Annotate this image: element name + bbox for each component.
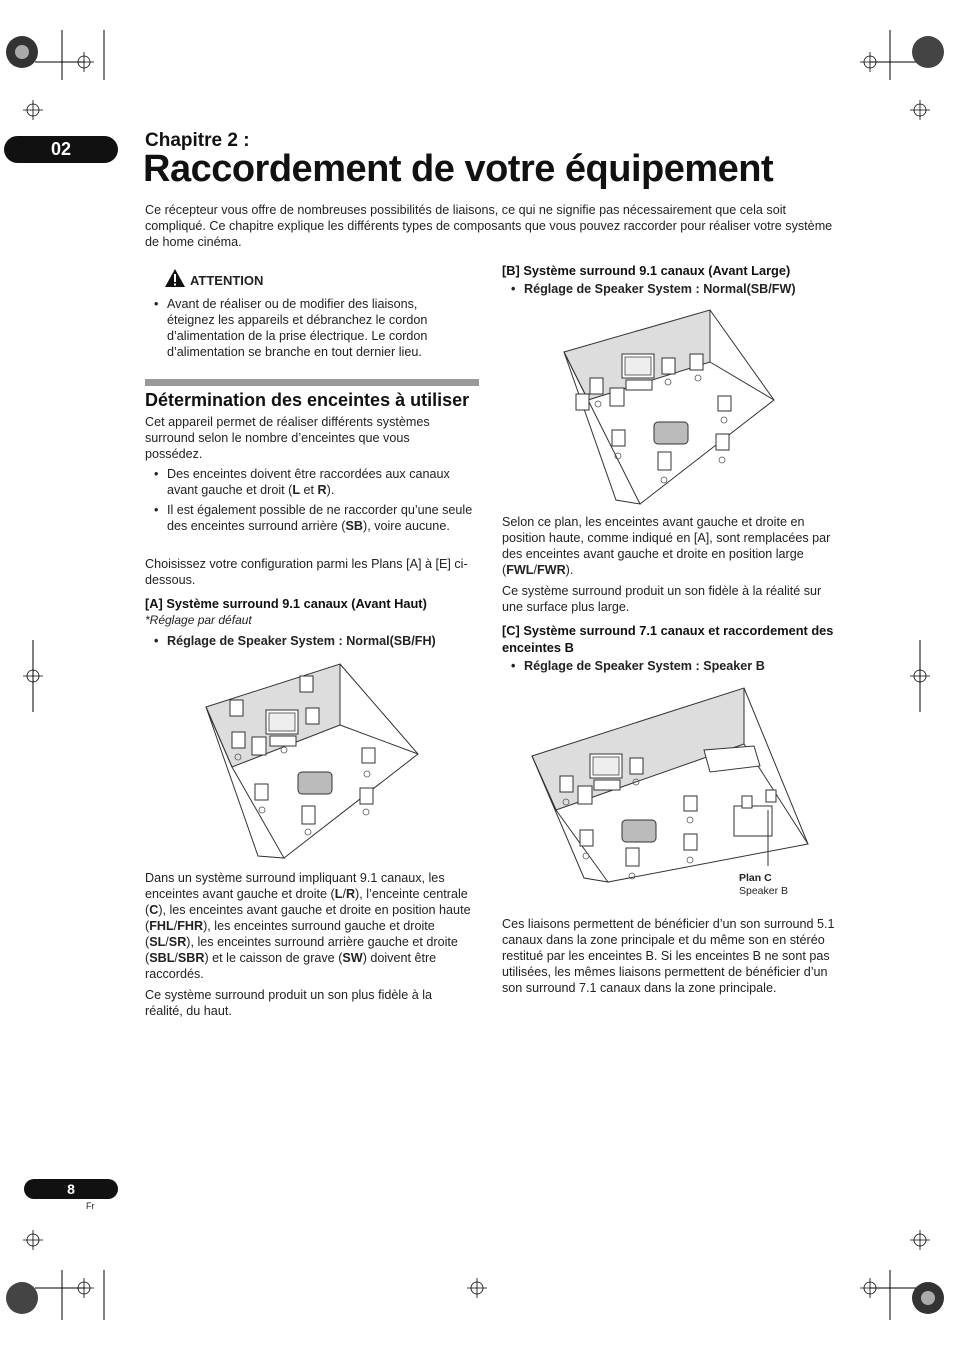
- plan-b-description: Selon ce plan, les enceintes avant gauche et droite en position haute, comme indiqué en [A], sont remplacées par des enceintes avant gauche et droite en position large (FWL/FWR).: [502, 515, 831, 577]
- plan-a-description: Dans un système surround impliquant 9.1 canaux, les enceintes avant gauche et droite (L/R), l’enceinte centrale (C), les enceintes avant gauche et droite en position haute (FHL/FHR), les enceintes surround gauche et droite (SL/SR), les enceintes surround arrière gauche et droite (SBL/SBR) et le caisson de grave (SW) doivent être raccordés.: [145, 871, 471, 981]
- plan-b-room-diagram: [560, 308, 776, 506]
- language-code: Fr: [86, 1201, 95, 1211]
- attention-label: ATTENTION: [190, 273, 264, 288]
- section-rule: [145, 379, 479, 386]
- plan-c-setting-list: [502, 658, 842, 678]
- bullet-surround-back: • Il est également possible de ne raccorder qu’une seule des enceintes surround arrière (SB), voire aucune.: [145, 502, 475, 534]
- chapter-label: Chapitre 2 :: [145, 130, 250, 151]
- plan-c-description: Ces liaisons permettent de bénéficier d’un son surround 5.1 canaux dans la zone principale et du même son en stéréo restitué par les enceintes B. Si les enceintes B ne sont pas utilisées, les mêmes liaisons permettent de bénéficier d’un son surround 7.1 canaux dans la zone principale.: [502, 917, 835, 995]
- page-number: 8: [24, 1179, 118, 1199]
- choose-config: Choisissez votre configuration parmi les Plans [A] à [E] ci-dessous.: [145, 557, 468, 587]
- plan-c-heading: [C] Système surround 7.1 canaux et raccordement des enceintes B: [502, 623, 834, 655]
- plan-c-setting: • Réglage de Speaker System : Speaker B: [502, 658, 842, 674]
- plan-a-default-note: *Réglage par défaut: [145, 613, 252, 627]
- plan-b-setting: • Réglage de Speaker System : Normal(SB/FW): [502, 281, 842, 297]
- attention-list: [145, 296, 460, 364]
- page-title: Raccordement de votre équipement: [143, 148, 774, 190]
- warning-icon: [164, 268, 186, 288]
- plan-b-setting-list: [502, 281, 842, 301]
- bullet-front-speakers: • Des enceintes doivent être raccordées aux canaux avant gauche et droit (L et R).: [145, 466, 475, 498]
- section-bullets: [145, 466, 475, 538]
- chapter-tab: 02: [4, 136, 118, 163]
- plan-a-setting-list: [145, 633, 475, 653]
- plan-c-label: Plan C: [739, 872, 772, 884]
- plan-a-room-diagram: [200, 662, 422, 860]
- section-heading: Détermination des enceintes à utiliser: [145, 390, 470, 410]
- attention-text: • Avant de réaliser ou de modifier des liaisons, éteignez les appareils et débranchez le cordon d’alimentation de la prise électrique. Le cordon d’alimentation se branche en tout dernier lieu.: [145, 296, 460, 360]
- plan-a-description-2: Ce système surround produit un son plus fidèle à la réalité, du haut.: [145, 988, 433, 1018]
- plan-b-description-2: Ce système surround produit un son fidèle à la réalité sur une surface plus large.: [502, 584, 822, 614]
- intro-paragraph: Ce récepteur vous offre de nombreuses possibilités de liaisons, ce qui ne signifie pas nécessairement que cela soit compliqué. Ce chapitre explique les différents types de composants que vous pouvez raccorder pour réaliser votre système de home cinéma.: [145, 203, 833, 249]
- section-intro: Cet appareil permet de réaliser différents systèmes surround selon le nombre d’enceintes que vous possédez.: [145, 415, 430, 461]
- plan-c-room-diagram: [528, 686, 810, 886]
- plan-a-setting: • Réglage de Speaker System : Normal(SB/FH): [145, 633, 475, 649]
- speaker-b-label: Speaker B: [739, 885, 789, 897]
- plan-b-heading: [B] Système surround 9.1 canaux (Avant Large): [502, 263, 791, 278]
- plan-a-heading: [A] Système surround 9.1 canaux (Avant Haut): [145, 596, 427, 611]
